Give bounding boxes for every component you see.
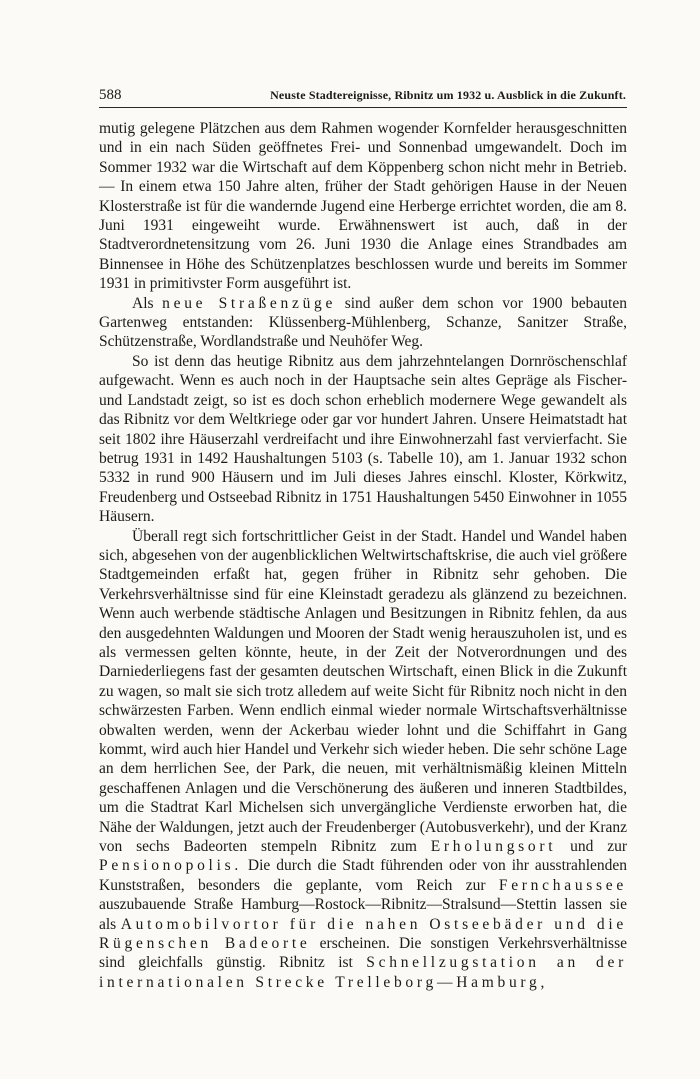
header-rule [99, 107, 627, 108]
page-header [99, 87, 626, 107]
spaced-phrase-fernchaussee: Fernchaussee [498, 876, 627, 894]
paragraph-4-part-a: Überall regt sich fortschrittlicher Geist in der Stadt. Handel und Wandel haben sich, abgesehen von der augenblicklichen Weltwirtschaftskrise, die auch viel größere Stadtgemeinden erfaßt hat, gegen früher in Ribnitz sehr gehoben. Die Verkehrsverhältnisse sind für eine Kleinstadt geradezu als glänzend zu bezeichnen. Wenn auch werbende städtische Anlagen und Besitzungen in Ribnitz fehlen, da aus den ausgedehnten Waldungen und Mooren der Stadt wenig herauszuholen ist, und es als vermessen gelten könnte, heute, in der Zeit der Notverordnungen und des Darniederliegens fast der gesamten deutschen Wirtschaft, einen Blick in die Zukunft zu wagen, so malt sie sich trotz alledem auf weite Sicht für Ribnitz noch nicht in den schwärzesten Farben. Wenn endlich einmal wieder normale Wirtschaftsverhältnisse obwalten werden, wenn der Ackerbau wieder lohnt und die Schiffahrt in Gang kommt, wird auch hier Handel und Verkehr sich wieder heben. Die sehr schöne Lage an dem herrlichen See, der Park, die neuen, mit verhältnismäßig kleinen Mitteln geschaffenen Anlagen und die Verschönerung des äußeren und inneren Stadtbildes, um die Stadtrat Karl Michelsen sich unvergängliche Verdienste erworben hat, die Nähe der Waldungen, jetzt auch der Freudenberger (Autobusverkehr), und der Kranz von sechs Badeorten stempeln Ribnitz zum [99, 527, 627, 856]
paragraph-4-part-b: und zur [570, 838, 628, 856]
paragraph-1-text: mutig gelegene Plätzchen aus dem Rahmen wogender Kornfelder herausgeschnitten und in ein nach Süden geöffnetes Frei- und Sonnenbad umgewandelt. Doch im Sommer 1932 war die Wirtschaft auf dem Köppenberg schon nicht mehr in Betrieb. — In einem etwa 150 Jahre alten, früher der Stadt gehörigen Hause in der Neuen Klosterstraße ist für die wandernde Jugend eine Herberge errichtet worden, die am 8. Juni 1931 eingeweiht wurde. Erwähnenswert ist auch, daß in der Stadtverordnetensitzung vom 26. Juni 1930 die Anlage eines Strandbades am Binnensee in Höhe des Schützenplatzes beschlossen wurde und bereits im Sommer 1931 in primitivster Form ausgeführt ist. [99, 120, 627, 293]
paragraph-2-rest: sind außer dem schon vor 1900 bebauten Gartenweg entstanden: Klüssenberg-Mühlenberg, Schanze, Sanitzer Straße, Schützenstraße, Wordlandstraße und Neuhöfer Weg. [99, 294, 627, 351]
paragraph-4-part-d: auszubauende Straße Hamburg—Rostock—Ribnitz—Stralsund—Stettin lassen sie als [99, 896, 627, 933]
spaced-phrase-automobilvortor: Automobilvortor für die nahen Ostseebäder und die Rügenschen Badeorte [99, 915, 627, 953]
paragraph-4-part-e: erscheinen. Die sonstigen Verkehrsverhältnisse sind gleichfalls günstig. Ribnitz ist [99, 935, 627, 972]
spaced-phrase-neue-strassenzuege: neue Straßenzüge [162, 294, 337, 312]
paragraph-3-text: So ist denn das heutige Ribnitz aus dem jahrzehntelangen Dornröschenschlaf aufgewacht. Wenn es auch noch in der Hauptsache sein altes Gepräge als Fischer- und Landstadt zeigt, so ist es doch schon erheblich modernere Wege gewandelt als das Ribnitz vor dem Weltkriege oder gar vor hundert Jahren. Unsere Heimatstadt hat seit 1802 ihre Häuserzahl verdreifacht und ihre Einwohnerzahl fast vervierfacht. Sie betrug 1931 in 1492 Haushaltungen 5103 (s. Tabelle 10), am 1. Januar 1932 schon 5332 in rund 900 Häusern und im Juli dieses Jahres einschl. Kloster, Körkwitz, Freudenberg und Ostseebad Ribnitz in 1751 Haushaltungen 5450 Einwohner in 1055 Häusern. [99, 352, 627, 526]
paragraph-1 [99, 119, 627, 294]
paragraph-4-part-c: Die durch die Stadt führenden oder von ihr ausstrahlenden Kunststraßen, besonders die geplante, vom Reich zur [99, 857, 628, 894]
spaced-phrase-schnellzugstation: Schnellzugstation an der internationalen Strecke Trelleborg—Hamburg, [99, 954, 628, 991]
spaced-phrase-erholungsort: Erholungsort [430, 838, 557, 856]
page-number: 588 [99, 87, 122, 103]
body-text [99, 119, 627, 992]
running-title: Neuste Stadtereignisse, Ribnitz um 1932 u. Ausblick in die Zukunft. [270, 88, 626, 102]
paragraph-3 [99, 352, 627, 527]
paragraph-4 [99, 527, 627, 993]
spaced-phrase-pensionopolis: Pensionopolis. [99, 857, 242, 875]
paragraph-2 [99, 294, 627, 352]
paragraph-2-lead: Als [132, 294, 154, 312]
